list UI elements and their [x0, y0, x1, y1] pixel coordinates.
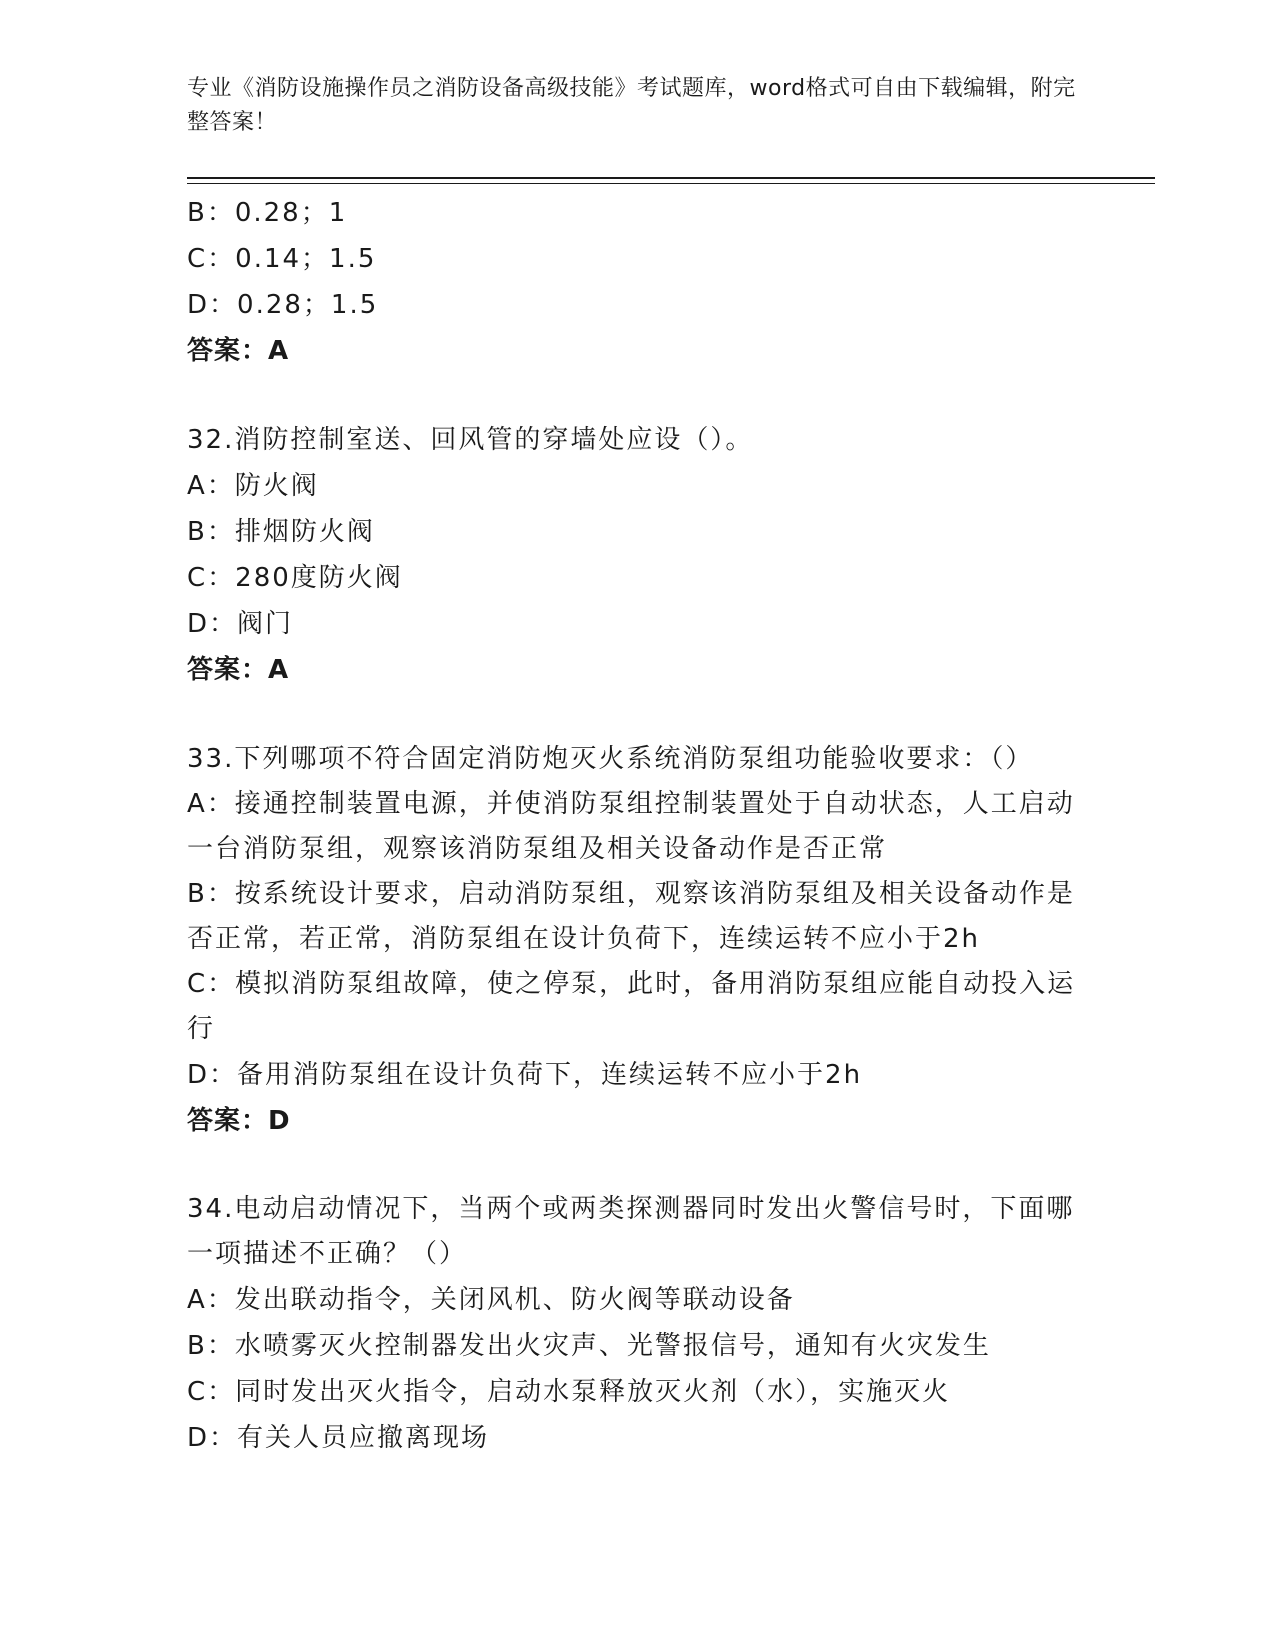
question-34: [187, 1187, 1087, 1461]
option-b: B：水喷雾灭火控制器发出火灾声、光警报信号，通知有火灾发生: [187, 1331, 991, 1361]
document-header: 专业《消防设施操作员之消防设备高级技能》考试题库，word格式可自由下载编辑，附完整答案！: [187, 76, 1076, 135]
header-rule-thick: [187, 177, 1155, 179]
answer-label: 答案：A: [187, 655, 290, 685]
question-32: [187, 417, 1087, 693]
question-33: [187, 736, 1087, 1144]
spacer: [187, 693, 1087, 736]
option-b: B：0.28；1: [187, 198, 348, 228]
option-d: D：有关人员应撤离现场: [187, 1423, 490, 1453]
option-b: B：排烟防火阀: [187, 517, 375, 547]
option-a: A：接通控制装置电源，并使消防泵组控制装置处于自动状态，人工启动一台消防泵组，观察该消防泵组及相关设备动作是否正常: [187, 789, 1075, 864]
answer-label: 答案：A: [187, 336, 290, 366]
option-d: D：阀门: [187, 609, 294, 639]
question-stem: 33.下列哪项不符合固定消防炮灭火系统消防泵组功能验收要求：（）: [187, 744, 1034, 774]
option-c: C：模拟消防泵组故障，使之停泵，此时，备用消防泵组应能自动投入运行: [187, 969, 1076, 1044]
question-list: [187, 190, 1087, 1461]
option-d: D：备用消防泵组在设计负荷下，连续运转不应小于2h: [187, 1060, 863, 1090]
question-stem: 34.电动启动情况下，当两个或两类探测器同时发出火警信号时，下面哪一项描述不正确？（）: [187, 1194, 1075, 1269]
spacer: [187, 1144, 1087, 1187]
option-a: A：防火阀: [187, 471, 319, 501]
option-c: C：0.14；1.5: [187, 244, 377, 274]
header-rule-thin: [187, 183, 1155, 184]
answer-label: 答案：D: [187, 1106, 291, 1136]
spacer: [187, 374, 1087, 417]
option-b: B：按系统设计要求，启动消防泵组，观察该消防泵组及相关设备动作是否正常，若正常，消防泵组在设计负荷下，连续运转不应小于2h: [187, 879, 1075, 954]
option-c: C：280度防火阀: [187, 563, 403, 593]
option-c: C：同时发出灭火指令，启动水泵释放灭火剂（水），实施灭火: [187, 1377, 951, 1407]
prev-question: [187, 190, 1087, 374]
option-a: A：发出联动指令，关闭风机、防火阀等联动设备: [187, 1285, 795, 1315]
question-stem: 32.消防控制室送、回风管的穿墙处应设（）。: [187, 425, 754, 455]
option-d: D：0.28；1.5: [187, 290, 379, 320]
